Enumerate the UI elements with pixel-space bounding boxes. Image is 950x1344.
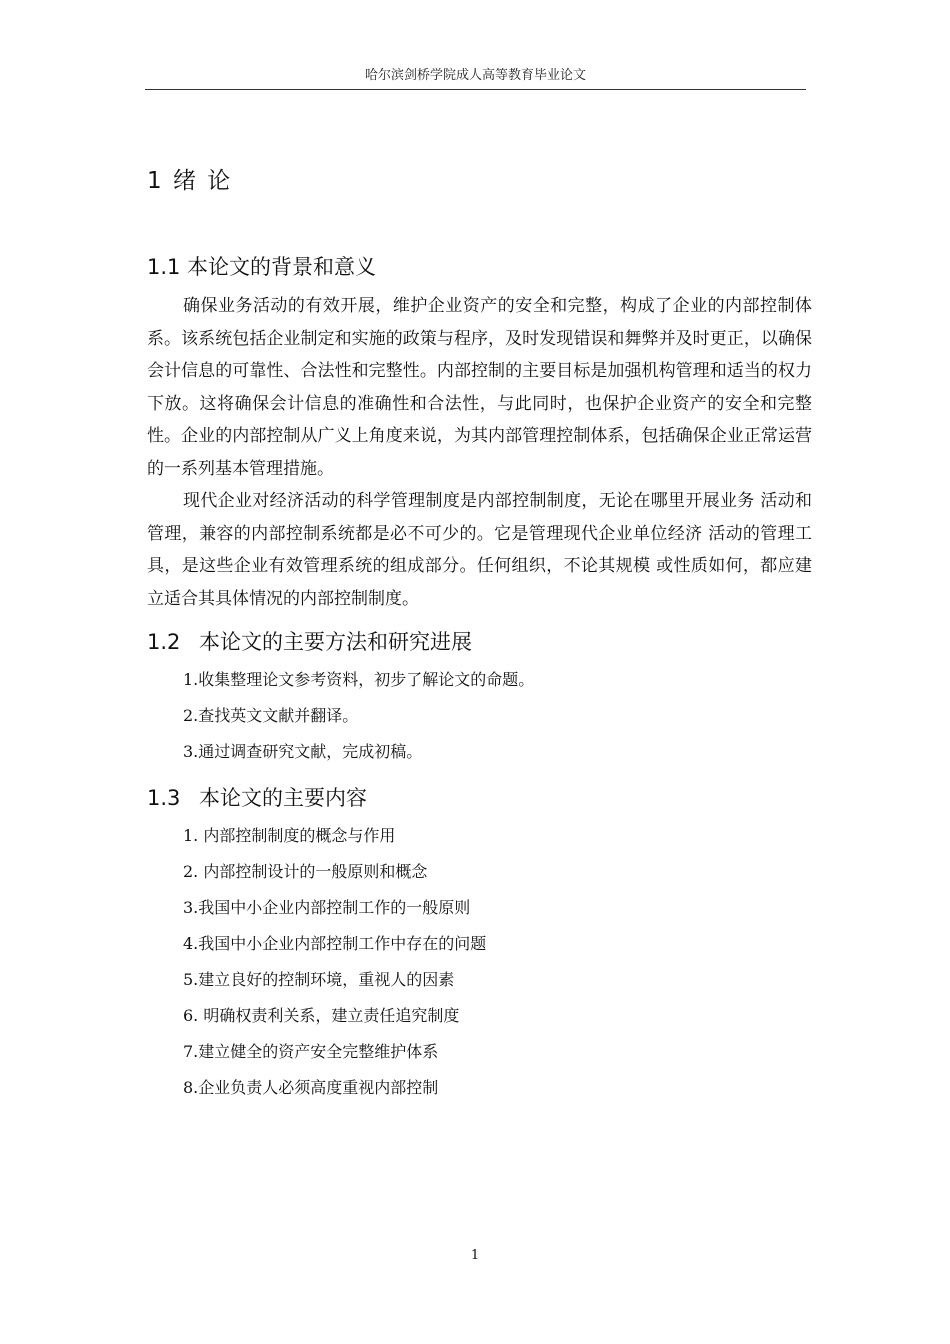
section-number: 1.1 [147,255,181,279]
list-item: 1. 内部控制制度的概念与作用 [183,826,396,845]
list-item: 6. 明确权责利关系，建立责任追究制度 [183,1006,460,1025]
chapter-title: 1 绪 论 [147,168,233,194]
body-paragraph: 现代企业对经济活动的科学管理制度是内部控制制度，无论在哪里开展业务 活动和管理，兼容的内部控制系统都是必不可少的。它是管理现代企业单位经济 活动的管理工具，是这些企业有效管理系统的组成部分。任何组织，不论其规模 或性质如何，都应建立适合其具体情况的内部控制制度。 [147,491,812,609]
list-item: 2. 内部控制设计的一般原则和概念 [183,862,428,881]
section-heading-1-2 [147,626,472,656]
body-paragraph: 确保业务活动的有效开展，维护企业资产的安全和完整，构成了企业的内部控制体系。该系统包括企业制定和实施的政策与程序，及时发现错误和舞弊并及时更正，以确保会计信息的可靠性、合法性和完整性。内部控制的主要目标是加强机构管理和适当的权力下放。这将确保会计信息的准确性和合法性，与此同时，也保护企业资产的安全和完整性。企业的内部控制从广义上角度来说，为其内部管理控制体系，包括确保企业正常运营的一系列基本管理措施。 [147,296,812,479]
page-header: 哈尔滨剑桥学院成人高等教育毕业论文 [145,64,806,90]
section-title-text: 本论文的主要内容 [199,786,367,810]
page-number: 1 [470,1248,480,1263]
list-item: 3.我国中小企业内部控制工作的一般原则 [183,898,471,917]
list-item: 5.建立良好的控制环境，重视人的因素 [183,970,455,989]
section-number: 1.3 [147,786,181,810]
list-item: 8.企业负责人必须高度重视内部控制 [183,1078,439,1097]
list-item: 3.通过调查研究文献，完成初稿。 [183,742,423,761]
contents-list [183,818,486,1106]
section-heading-1-1 [147,251,376,281]
section-heading-1-3 [147,782,367,812]
section-title-text: 本论文的主要方法和研究进展 [199,630,472,654]
section-title-text: 本论文的背景和意义 [187,255,376,279]
list-item: 7.建立健全的资产安全完整维护体系 [183,1042,439,1061]
list-item: 4.我国中小企业内部控制工作中存在的问题 [183,934,487,953]
list-item: 2.查找英文文献并翻译。 [183,706,359,725]
section-number: 1.2 [147,630,181,654]
methods-list [183,662,534,770]
list-item: 1.收集整理论文参考资料，初步了解论文的命题。 [183,670,535,689]
